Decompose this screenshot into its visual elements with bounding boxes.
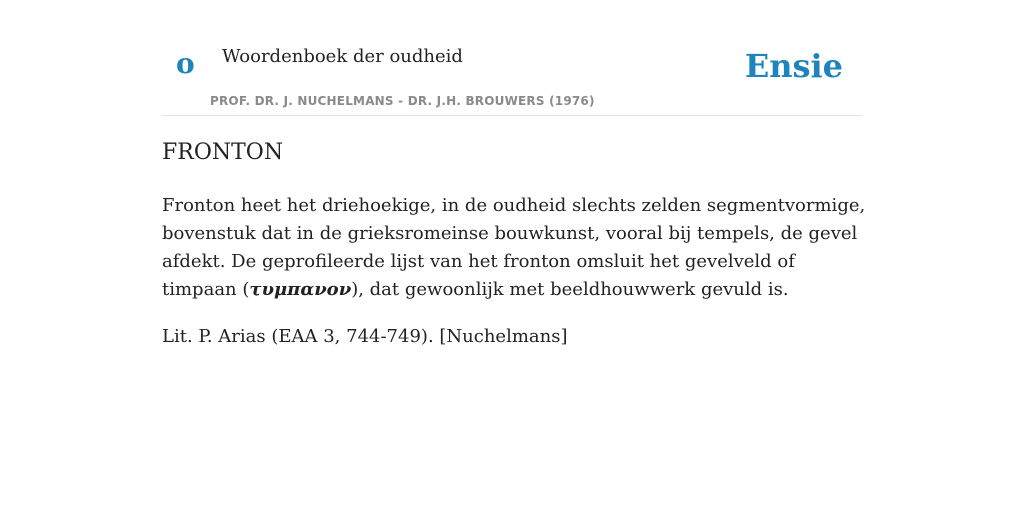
page: [162, 0, 866, 347]
letter-index-link[interactable]: o: [176, 47, 195, 80]
literature-reference: Lit. P. Arias (EAA 3, 744-749). [Nuchelmans]: [162, 326, 568, 347]
book-authors: PROF. DR. J. NUCHELMANS - DR. J.H. BROUWERS (1976): [210, 94, 595, 108]
ensie-logo-link[interactable]: Ensie: [744, 47, 843, 85]
entry-body-text-1: Fronton heet het driehoekige, in de oudheid slechts zelden segmentvormige, bovenstuk dat in de grieksromeinse bouwkunst, vooral bij tempels, de gevel afdekt. De geprofileerde lijst van het fronton omsluit het gevelveld of timpaan (: [162, 195, 866, 300]
greek-term: τυμπανον: [249, 279, 352, 300]
entry-body: [162, 192, 872, 304]
book-title[interactable]: Woordenboek der oudheid: [222, 46, 463, 67]
entry-title: FRONTON: [162, 140, 284, 165]
entry-body-text-2: ), dat gewoonlijk met beeldhouwwerk gevuld is.: [351, 279, 789, 300]
header: [162, 0, 862, 116]
